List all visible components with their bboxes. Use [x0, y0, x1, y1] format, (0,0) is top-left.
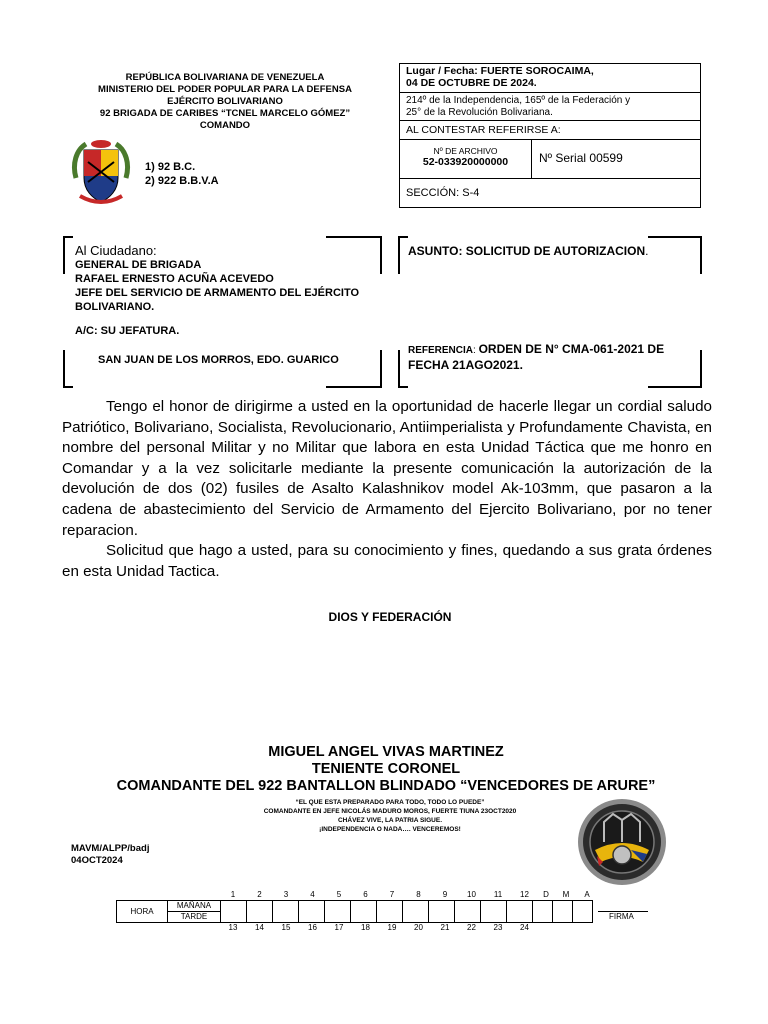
header-line: 92 BRIGADA DE CARIBES “TCNEL MARCELO GÓMEZ”: [99, 108, 351, 119]
routing-item: 1) 92 B.C.: [145, 161, 196, 173]
bracket-top-left: [63, 236, 73, 274]
header-line: MINISTERIO DEL PODER POPULAR PARA LA DEFENSA: [98, 84, 352, 95]
hour-number: 6: [363, 890, 368, 899]
hour-number: M: [562, 890, 570, 899]
hour-number: 16: [308, 923, 317, 932]
hour-number: 4: [310, 890, 315, 899]
hour-number: 5: [336, 890, 342, 899]
hour-number: 13: [228, 923, 238, 932]
body-paragraph: Tengo el honor de dirigirme a usted en la oportunidad de hacerle llegar un cordial saludo Patriótico, Bolivariano, Socialista, Revolucionario, Antiimperialista y Profundamente Chavista, en nombre del personal Militar y no Militar que labora en esta Unidad Táctica que me honro en Comandar y a la vez solicitarle mediante la presente comunicación la autorización de la devolución de dos (02) fusiles de Asalto Kalashnikov model Ak-103mm, que pasaron a la cadena de abastecimiento del Servicio de Armamento del Ejercito Bolivariano, por no tener reparacion.: [62, 398, 712, 539]
document-info-box: [399, 63, 701, 208]
hour-checkbox[interactable]: [325, 901, 351, 923]
place-date-line: 04 DE OCTUBRE DE 2024.: [406, 77, 537, 89]
hour-number: 8: [416, 890, 421, 899]
mottos-block: [200, 798, 580, 834]
period-cell: [168, 901, 221, 923]
routing-item: 2) 922 B.B.V.A: [145, 175, 219, 187]
hour-number: 1: [230, 890, 236, 899]
hour-label-cell: [117, 901, 168, 923]
bracket-bottom-left: [398, 350, 408, 388]
reference-text: FECHA 21AGO2021.: [408, 358, 523, 372]
brigade-emblem-icon: [70, 138, 132, 210]
addressee-line: GENERAL DE BRIGADA: [75, 259, 202, 271]
institution-header: [80, 72, 370, 132]
serial-number: Nº Serial 00599: [539, 151, 623, 165]
hour-label: HORA: [130, 907, 154, 916]
hour-checkbox[interactable]: [299, 901, 325, 923]
hour-checkbox[interactable]: [455, 901, 481, 923]
hour-number: 15: [281, 923, 291, 932]
addressee-line: BOLIVARIANO.: [75, 301, 155, 313]
hour-number: 2: [257, 890, 262, 899]
file-serial-row: [400, 140, 700, 179]
hour-checkbox[interactable]: [247, 901, 273, 923]
bracket-bottom-left: [63, 350, 73, 388]
addressee-block: [75, 258, 359, 338]
routing-list: [145, 160, 219, 188]
hour-checkbox[interactable]: [403, 901, 429, 923]
file-number-label: Nº DE ARCHIVO: [433, 146, 498, 156]
header-line: EJÉRCITO BOLIVARIANO: [167, 96, 283, 107]
addressee-location: SAN JUAN DE LOS MORROS, EDO. GUARICO: [98, 354, 339, 366]
delivery-time-table: [116, 900, 593, 923]
section-label: SECCIÓN: S-4: [406, 187, 480, 199]
bracket-top-left: [398, 236, 408, 274]
unit-seal-icon: [577, 798, 667, 886]
bracket-top-right: [648, 236, 702, 274]
hour-number: 24: [520, 923, 529, 932]
initials-block: [71, 843, 149, 867]
hour-number: 17: [334, 923, 344, 932]
subject-line: [408, 244, 648, 258]
hour-number: 22: [467, 923, 476, 932]
place-date-row: [400, 64, 700, 93]
file-number-value: 52-033920000000: [422, 156, 509, 168]
signature-label: FIRMA: [609, 912, 634, 921]
addressee-greeting: Al Ciudadano:: [75, 243, 157, 258]
hour-checkbox[interactable]: [429, 901, 455, 923]
reference-text: ORDEN DE N° CMA-061-2021 DE: [478, 342, 665, 356]
file-number-cell: [400, 140, 532, 178]
hour-checkbox[interactable]: [377, 901, 403, 923]
year-checkbox[interactable]: [573, 901, 593, 923]
reply-reference-row: [400, 121, 700, 140]
hour-number: 19: [387, 923, 397, 932]
day-checkbox[interactable]: [533, 901, 553, 923]
motto-line: ¡INDEPENDENCIA O NADA…. VENCEREMOS!: [319, 826, 461, 833]
hour-number: 9: [442, 890, 448, 899]
reply-reference-label: AL CONTESTAR REFERIRSE A:: [406, 124, 561, 136]
attention-line: A/C: SU JEFATURA.: [75, 325, 180, 337]
hour-number: D: [543, 890, 549, 899]
closing-motto: DIOS Y FEDERACIÓN: [328, 610, 452, 624]
morning-label: MAÑANA: [168, 901, 220, 912]
header-line: REPÚBLICA BOLIVARIANA DE VENEZUELA: [125, 72, 325, 83]
place-date-line: Lugar / Fecha: FUERTE SOROCAIMA,: [406, 65, 594, 77]
hour-checkbox[interactable]: [507, 901, 533, 923]
hour-checkbox[interactable]: [351, 901, 377, 923]
hour-number: 3: [283, 890, 289, 899]
independence-row: [400, 93, 700, 121]
independence-line: 25° de la Revolución Bolivariana.: [406, 107, 553, 118]
hour-number: 23: [493, 923, 503, 932]
signer-title: COMANDANTE DEL 922 BANTALLON BLINDADO “VENCEDORES DE ARURE”: [116, 778, 656, 794]
header-line: COMANDO: [199, 120, 251, 131]
hour-checkbox[interactable]: [273, 901, 299, 923]
afternoon-label: TARDE: [180, 912, 208, 921]
hour-number: 21: [440, 923, 450, 932]
hour-number: 11: [493, 890, 503, 899]
independence-line: 214º de la Independencia, 165º de la Federación y: [406, 95, 631, 106]
hour-checkbox[interactable]: [481, 901, 507, 923]
month-checkbox[interactable]: [553, 901, 573, 923]
body-paragraph: Solicitud que hago a usted, para su conocimiento y fines, quedando a sus grata órdenes en esta Unidad Tactica.: [62, 542, 712, 580]
motto-line: COMANDANTE EN JEFE NICOLÁS MADURO MOROS, FUERTE TIUNA 23OCT2020: [263, 808, 517, 815]
signer-rank: TENIENTE CORONEL: [311, 761, 461, 777]
reference-colon: :: [473, 345, 479, 356]
subject-text: ASUNTO: SOLICITUD DE AUTORIZACION: [408, 244, 646, 258]
hour-number: 18: [361, 923, 370, 932]
initials-line: 04OCT2024: [71, 855, 123, 866]
hour-number: 14: [255, 923, 264, 932]
hour-number: A: [584, 890, 590, 899]
hour-checkbox[interactable]: [221, 901, 247, 923]
reference-label: REFERENCIA: [408, 345, 474, 356]
addressee-line: RAFAEL ERNESTO ACUÑA ACEVEDO: [75, 273, 274, 285]
signature-block: [80, 744, 692, 795]
reference-block: [408, 342, 664, 372]
subject-period: .: [645, 244, 649, 258]
hour-number: 10: [467, 890, 476, 899]
hour-number: 7: [389, 890, 395, 899]
hour-number: 20: [414, 923, 423, 932]
addressee-line: JEFE DEL SERVICIO DE ARMAMENTO DEL EJÉRCITO: [75, 287, 360, 299]
motto-line: CHÁVEZ VIVE, LA PATRIA SIGUE.: [337, 817, 442, 824]
motto-line: “EL QUE ESTA PREPARADO PARA TODO, TODO LO PUEDE”: [295, 799, 485, 806]
initials-line: MAVM/ALPP/badj: [71, 843, 150, 854]
hour-number: 12: [520, 890, 529, 899]
signer-name: MIGUEL ANGEL VIVAS MARTINEZ: [268, 744, 504, 760]
